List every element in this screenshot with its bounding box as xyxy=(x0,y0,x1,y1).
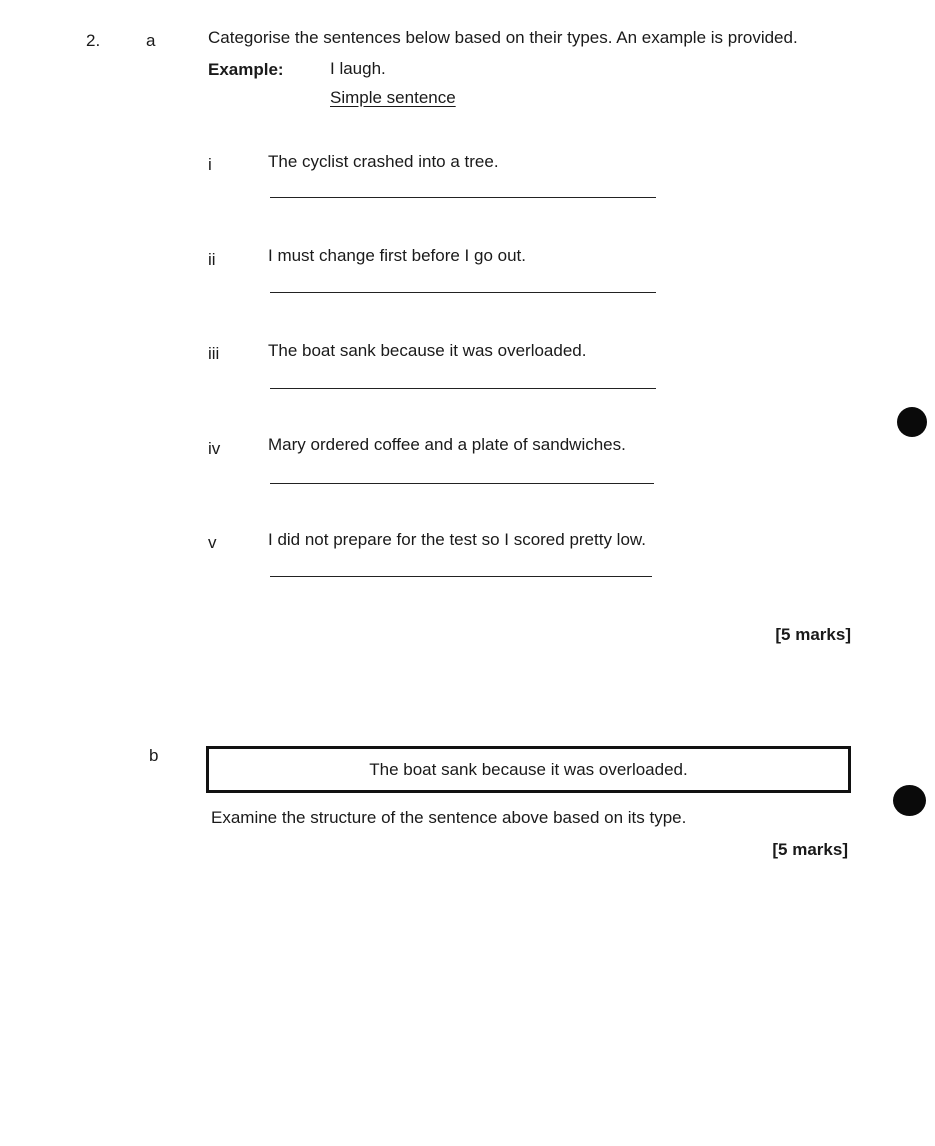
part-a-label: a xyxy=(146,31,156,50)
item-sentence: I must change first before I go out. xyxy=(268,246,526,265)
answer-line[interactable] xyxy=(270,576,652,577)
part-a-instruction: Categorise the sentences below based on their types. An example is provided. xyxy=(208,28,798,47)
item-sentence: Mary ordered coffee and a plate of sandwiches. xyxy=(268,435,626,454)
part-b-marks: [5 marks] xyxy=(772,840,848,859)
sentence-box xyxy=(206,746,851,793)
example-sentence: I laugh. xyxy=(330,59,386,78)
item-sentence: I did not prepare for the test so I scored pretty low. xyxy=(268,530,646,549)
answer-line[interactable] xyxy=(270,483,654,484)
answer-line[interactable] xyxy=(270,388,656,389)
answer-line[interactable] xyxy=(270,197,656,198)
item-numeral: i xyxy=(208,155,212,174)
item-sentence: The cyclist crashed into a tree. xyxy=(268,152,499,171)
item-numeral: ii xyxy=(208,250,216,269)
item-numeral: v xyxy=(208,533,217,552)
item-numeral: iii xyxy=(208,344,220,363)
part-a-marks: [5 marks] xyxy=(775,625,851,644)
part-b-label: b xyxy=(149,746,159,765)
punch-hole xyxy=(893,785,926,816)
item-numeral: iv xyxy=(208,439,221,458)
example-label: Example: xyxy=(208,60,284,79)
item-sentence: The boat sank because it was overloaded. xyxy=(268,341,587,360)
answer-line[interactable] xyxy=(270,292,656,293)
punch-hole xyxy=(897,407,927,437)
boxed-sentence: The boat sank because it was overloaded. xyxy=(369,759,688,779)
example-answer: Simple sentence xyxy=(330,88,456,107)
part-b-instruction: Examine the structure of the sentence above based on its type. xyxy=(211,808,687,827)
question-number: 2. xyxy=(86,31,101,50)
